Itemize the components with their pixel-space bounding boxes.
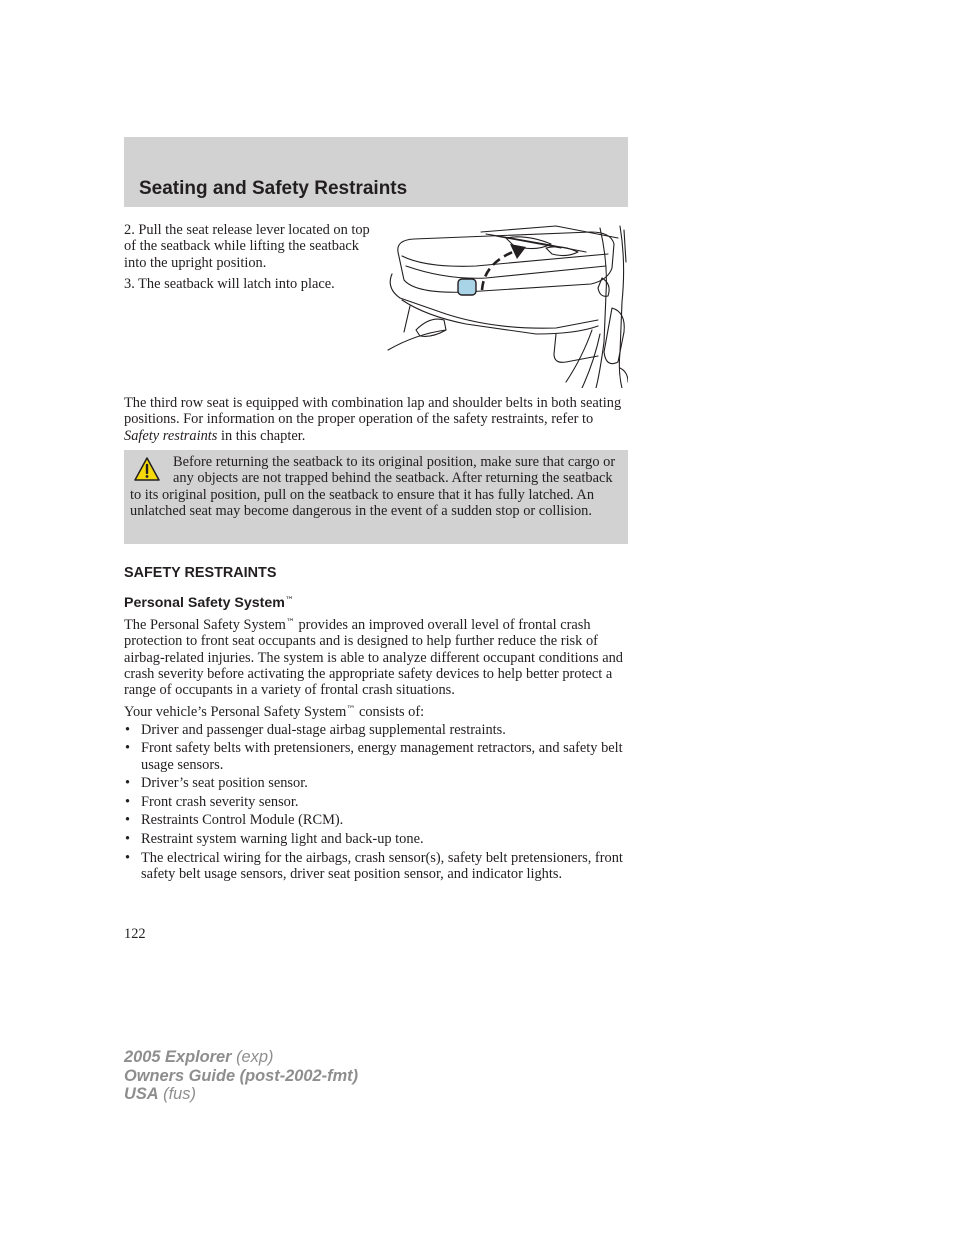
pss-consists-of: Your vehicle’s Personal Safety System™ consists of: [124,704,425,721]
list-item: • Restraint system warning light and back-up tone. [125,831,424,848]
step-3: 3. The seatback will latch into place. [124,275,335,292]
third-row-intro [124,395,628,444]
seatback-illustration [386,222,628,388]
subsection-heading: Personal Safety System™ [124,595,294,611]
list-item: • Front crash severity sensor. [125,793,299,810]
pss-component-list [124,722,630,882]
trademark-symbol: ™ [284,596,294,606]
intro-text: The third row seat is equipped with combination lap and shoulder belts in both seating positions. For information on the proper operation of the safety restraints, refer to [124,395,622,428]
section-heading: SAFETY RESTRAINTS [124,565,277,581]
list-item: • Driver’s seat position sensor. [125,775,308,792]
pss-paragraph: The Personal Safety System™ provides an improved overall level of frontal crash protection to front seat occupants and is designed to help further reduce the risk of airbag-related injuries. The system is able to analyze different occupant conditions and crash severity before activating the appropriate safety devices to help better protect a range of occupants in a variety of frontal crash situations. [124,617,623,699]
warning-box [124,450,628,544]
step-2: 2. Pull the seat release lever located on top of the seatback while lifting the seatback into the upright position. [124,222,370,271]
list-item: • Front safety belts with pretensioners, energy management retractors, and safety belt usage sensors. [125,740,623,773]
list-item: • The electrical wiring for the airbags, crash sensor(s), safety belt pretensioners, front safety belt usage sensors, driver seat position sensor, and indicator lights. [125,849,623,882]
list-item: • Driver and passenger dual-stage airbag supplemental restraints. [125,721,506,738]
warning-text: Before returning the seatback to its original position, make sure that cargo or any objects are not trapped behind the seatback. After returning the seatback to its original position, pull on the seatback to ensure that it has fully latched. An unlatched seat may become dangerous in the event of a sudden stop or collision. [130,454,616,519]
pss-body [124,615,630,885]
instruction-steps [124,222,382,297]
safety-restraints-reference: Safety restraints [124,427,218,444]
document-footer: 2005 Explorer (exp) Owners Guide (post-2002-fmt) USA (fus) [124,1048,359,1103]
list-item: • Restraints Control Module (RCM). [125,812,344,829]
intro-text-end: in this chapter. [217,427,306,444]
page-number: 122 [124,926,146,942]
section-title: Seating and Safety Restraints [139,178,408,199]
